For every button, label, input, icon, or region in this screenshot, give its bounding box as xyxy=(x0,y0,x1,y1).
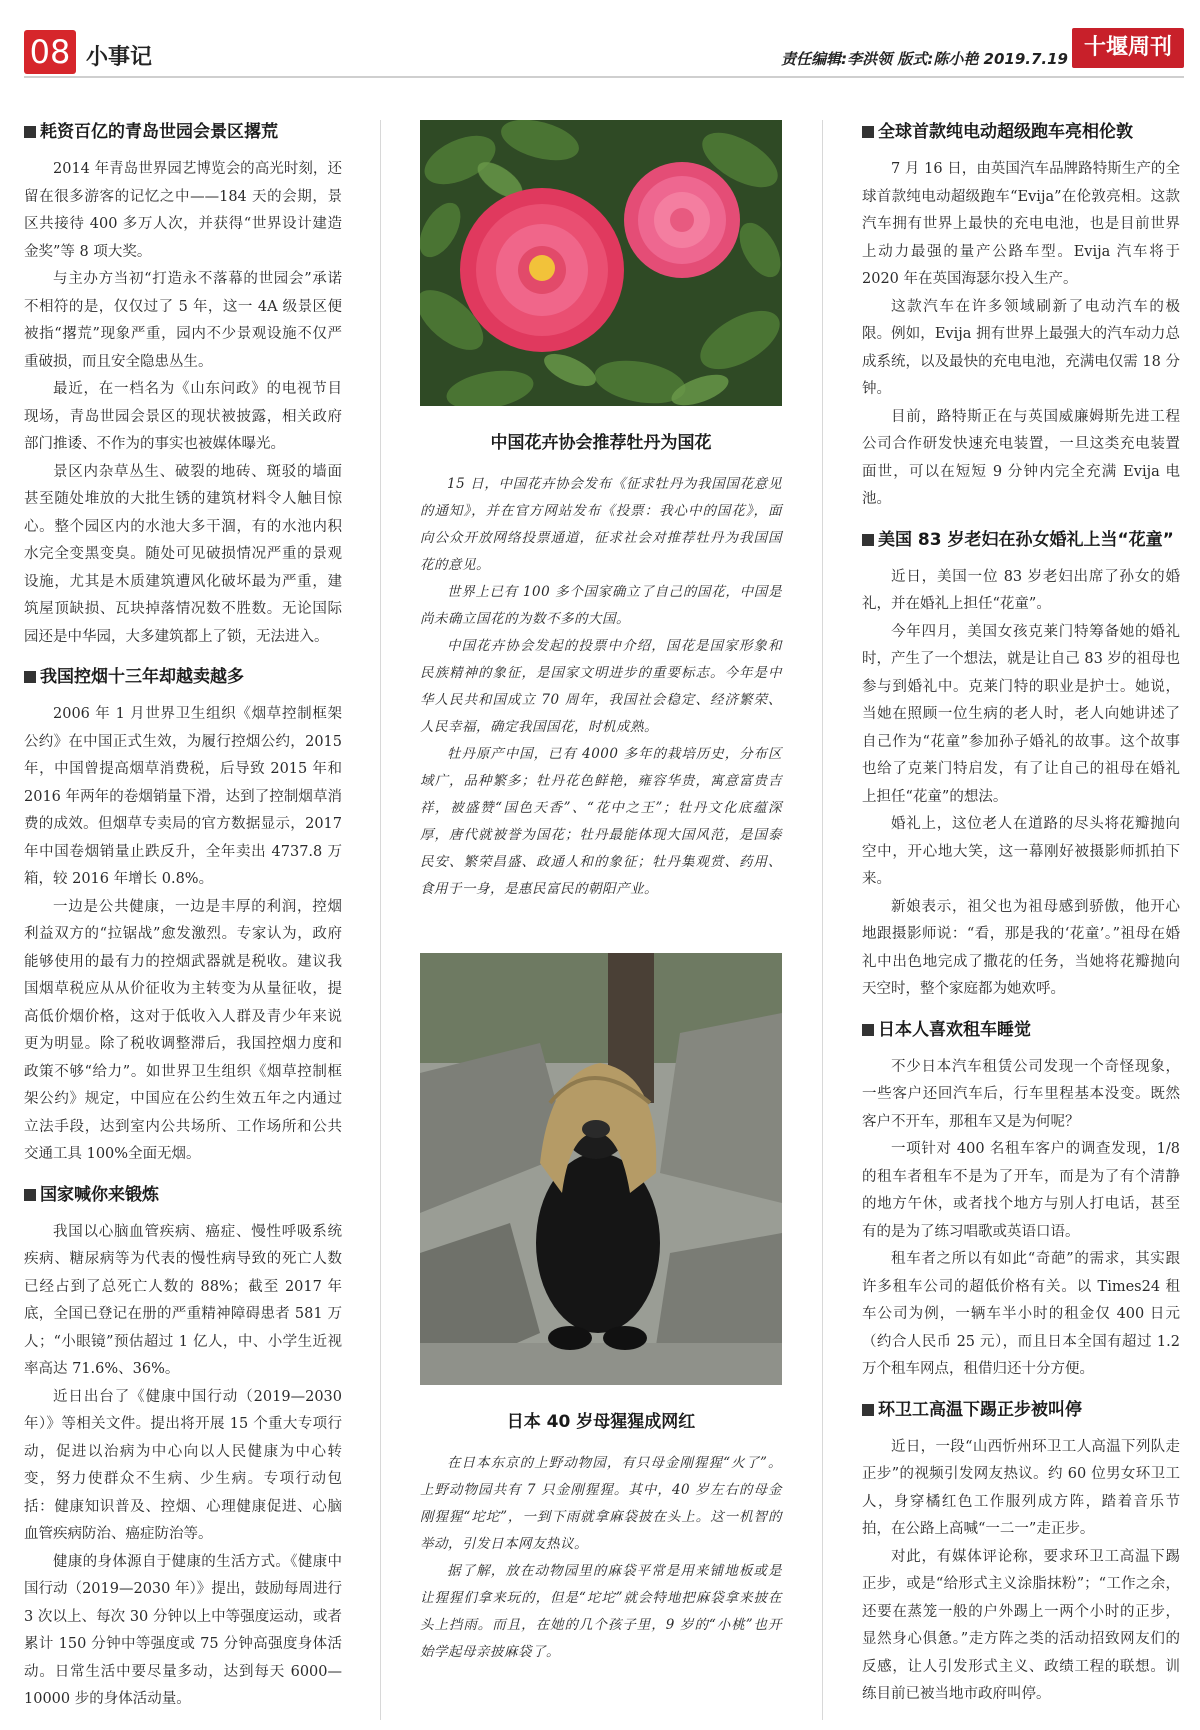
article-paragraph: 对此，有媒体评论称，要求环卫工高温下踢正步，或是“给形式主义涂脂抹粉”；“工作之余，还要在蒸笼一般的户外踢上一两个小时的正步，显然身心俱惫。”走方阵之类的活动招致网友们的反感，让人引发形式主义、政绩工程的联想。训练目前已被当地市政府叫停。 xyxy=(862,1548,1180,1702)
article-sanitation-workers xyxy=(862,1398,1180,1709)
article-exercise xyxy=(24,1183,342,1714)
article-title: 日本人喜欢租车睡觉 xyxy=(862,1018,1180,1042)
article-tobacco-control xyxy=(24,665,342,1169)
article-car-rental xyxy=(862,1018,1180,1384)
article-title: 美国 83 岁老妇在孙女婚礼上当“花童” xyxy=(862,528,1180,552)
article-paragraph: 世界上已有 100 多个国家确立了自己的国花，中国是尚未确立国花的为数不多的大国。 xyxy=(420,584,782,627)
article-paragraph: 健康的身体源自于健康的生活方式。《健康中国行动（2019—2030 年）》提出，鼓励每周进行 3 次以上、每次 30 分钟以上中等强度运动，或者累计 150 分钟中等强度或 75 分钟高强度身体活动。日常生活中要尽量多动，达到每天 6000—10000 步的身体活动量。 xyxy=(24,1553,342,1707)
page-header xyxy=(0,0,1200,82)
article-paragraph: 最近，在一档名为《山东问政》的电视节目现场，青岛世园会景区的现状被披露，相关政府部门推诿、不作为的事实也被媒体曝光。 xyxy=(24,381,342,452)
article-title: 我国控烟十三年却越卖越多 xyxy=(24,665,342,689)
article-paragraph: 2014 年青岛世界园艺博览会的高光时刻，还留在很多游客的记忆之中——184 天的会期，景区共接待 400 多万人次，并获得“世界设计建造金奖”等 8 项大奖。 xyxy=(24,161,342,260)
article-paragraph: 目前，路特斯正在与英国威廉姆斯先进工程公司合作研发快速充电装置，一旦这类充电装置面世，可以在短短 9 分钟内完全充满 Evija 电池。 xyxy=(862,408,1180,507)
article-title: 国家喊你来锻炼 xyxy=(24,1183,342,1207)
article-paragraph: 景区内杂草丛生、破裂的地砖、斑驳的墙面甚至随处堆放的大批生锈的建筑材料令人触目惊心。整个园区内的水池大多干涸，有的水池内积水完全变黑变臭。随处可见破损情况严重的景观设施，尤其是木质建筑遭风化破坏最为严重，建筑屋顶缺损、瓦块掉落情况数不胜数。无论国际园还是中华园，大多建筑都上了锁，无法进入。 xyxy=(24,463,342,645)
masthead-logo: 十堰周刊 xyxy=(1072,28,1184,68)
article-title: 环卫工高温下踢正步被叫停 xyxy=(862,1398,1180,1422)
article-paragraph: 我国以心脑血管疾病、癌症、慢性呼吸系统疾病、糖尿病等为代表的慢性病导致的死亡人数已经占到了总死亡人数的 88%；截至 2017 年底，全国已登记在册的严重精神障碍患者 581 万人；“小眼镜”预估超过 1 亿人，中、小学生近视率高达 71.6%、36%。 xyxy=(24,1223,342,1377)
article-title: 日本 40 岁母猩猩成网红 xyxy=(506,1412,696,1432)
article-title: 中国花卉协会推荐牡丹为国花 xyxy=(490,433,712,453)
article-gorilla xyxy=(420,1407,782,1666)
header-divider xyxy=(24,76,1184,78)
article-paragraph: 今年四月，美国女孩克莱门特筹备她的婚礼时，产生了一个想法，就是让自己 83 岁的祖母也参与到婚礼中。克莱门特的职业是护士。她说，当她在照顾一位生病的老人时，老人向她讲述了自己作为“花童”参加孙子婚礼的故事。这个故事也给了克莱门特启发，有了让自己的祖母在婚礼上担任“花童”的想法。 xyxy=(862,623,1180,805)
column-divider xyxy=(822,120,823,1720)
gorilla-illustration xyxy=(420,953,782,1385)
article-paragraph: 不少日本汽车租赁公司发现一个奇怪现象，一些客户还回汽车后，行车里程基本没变。既然客户不开车，那租车又是为何呢？ xyxy=(862,1058,1180,1130)
article-paragraph: 在日本东京的上野动物园，有只母金刚猩猩“火了”。上野动物园共有 7 只金刚猩猩。其中，40 岁左右的母金刚猩猩“坨坨”，一到下雨就拿麻袋披在头上。这一机智的举动，引发日本网友热议。 xyxy=(420,1455,782,1552)
article-national-flower xyxy=(420,428,782,903)
peony-photo xyxy=(420,120,782,406)
gorilla-photo xyxy=(420,953,782,1385)
article-paragraph: 这款汽车在许多领域刷新了电动汽车的极限。例如，Evija 拥有世界上最强大的汽车动力总成系统，以及最快的充电电池，充满电仅需 18 分钟。 xyxy=(862,298,1180,397)
article-paragraph: 近日出台了《健康中国行动（2019—2030 年）》等相关文件。提出将开展 15 个重大专项行动，促进以治病为中心向以人民健康为中心转变，努力使群众不生病、少生病。专项行动包括：健康知识普及、控烟、心理健康促进、心脑血管疾病防治、癌症防治等。 xyxy=(24,1388,342,1542)
article-paragraph: 中国花卉协会发起的投票中介绍，国花是国家形象和民族精神的象征，是国家文明进步的重要标志。今年是中华人民共和国成立 70 周年，我国社会稳定、经济繁荣、人民幸福，确定我国国花，时机成熟。 xyxy=(420,638,782,735)
article-paragraph: 一边是公共健康，一边是丰厚的利润，控烟利益双方的“拉锯战”愈发激烈。专家认为，政府能够使用的最有力的控烟武器就是税收。建议我国烟草税应从从价征收为主转变为从量征收，提高低价烟价格，这对于低收入人群及青少年来说更为明显。除了税收调整滞后，我国控烟力度和政策不够“给力”。如世界卫生组织《烟草控制框架公约》规定，中国应在公约生效五年之内通过立法手段，达到室内公共场所、工作场所和公共交通工具 100%全面无烟。 xyxy=(24,898,342,1162)
article-qingdao-expo xyxy=(24,120,342,651)
article-paragraph: 近日，美国一位 83 岁老妇出席了孙女的婚礼，并在婚礼上担任“花童”。 xyxy=(862,568,1180,612)
article-paragraph: 近日，一段“山西忻州环卫工人高温下列队走正步”的视频引发网友热议。约 60 位男女环卫工人，身穿橘红色工作服列成方阵，踏着音乐节拍，在公路上高喊“一二一”走正步。 xyxy=(862,1438,1180,1537)
right-column xyxy=(862,120,1180,1723)
left-column xyxy=(24,120,342,1728)
article-title: 耗资百亿的青岛世园会景区撂荒 xyxy=(24,120,342,144)
article-title: 全球首款纯电动超级跑车亮相伦敦 xyxy=(862,120,1180,144)
article-paragraph: 租车者之所以有如此“奇葩”的需求，其实跟许多租车公司的超低价格有关。以 Times24 租车公司为例，一辆车半小时的租金仅 400 日元（约合人民币 25 元），而且日本全国有超过 1.2 万个租车网点，租借归还十分方便。 xyxy=(862,1251,1180,1377)
section-name: 小事记 xyxy=(86,45,153,70)
article-paragraph: 牡丹原产中国，已有 4000 多年的栽培历史，分布区域广，品种繁多；牡丹花色鲜艳，雍容华贵，寓意富贵吉祥，被盛赞“国色天香”、“花中之王”；牡丹文化底蕴深厚，唐代就被誉为国花；牡丹最能体现大国风范，是国泰民安、繁荣昌盛、政通人和的象征；牡丹集观赏、药用、食用于一身，是惠民富民的朝阳产业。 xyxy=(420,746,782,897)
article-paragraph: 据了解，放在动物园里的麻袋平常是用来铺地板或是让猩猩们拿来玩的，但是“坨坨”就会特地把麻袋拿来披在头上挡雨。而且，在她的几个孩子里，9 岁的“小桃”也开始学起母亲披麻袋了。 xyxy=(420,1563,782,1660)
column-divider xyxy=(380,120,381,1720)
article-paragraph: 一项针对 400 名租车客户的调查发现，1/8 的租车者租车不是为了开车，而是为了有个清静的地方午休，或者找个地方与别人打电话，甚至有的是为了练习唱歌或英语口语。 xyxy=(862,1141,1180,1240)
article-electric-supercar xyxy=(862,120,1180,514)
middle-column xyxy=(420,120,782,1666)
editor-info: 责任编辑:李洪领 版式:陈小艳 2019.7.19 xyxy=(781,50,1068,68)
article-paragraph: 与主办方当初“打造永不落幕的世园会”承诺不相符的是，仅仅过了 5 年，这一 4A 级景区便被指“撂荒”现象严重，园内不少景观设施不仅严重破损，而且安全隐患丛生。 xyxy=(24,271,342,370)
article-paragraph: 7 月 16 日，由英国汽车品牌路特斯生产的全球首款纯电动超级跑车“Evija”在伦敦亮相。这款汽车拥有世界上最快的充电电池，也是目前世界上动力最强的量产公路车型。Evija 汽车将于 2020 年在英国海瑟尔投入生产。 xyxy=(862,161,1180,287)
article-flower-girl xyxy=(862,528,1180,1004)
article-paragraph: 新娘表示，祖父也为祖母感到骄傲，他开心地跟摄影师说：“看，那是我的‘花童’。”祖母在婚礼中出色地完成了撒花的任务，当她将花瓣抛向天空时，整个家庭都为她欢呼。 xyxy=(862,898,1180,997)
article-paragraph: 15 日，中国花卉协会发布《征求牡丹为我国国花意见的通知》，并在官方网站发布《投票：我心中的国花》，面向公众开放网络投票通道，征求社会对推荐牡丹为我国国花的意见。 xyxy=(420,476,782,573)
article-paragraph: 婚礼上，这位老人在道路的尽头将花瓣抛向空中，开心地大笑，这一幕刚好被摄影师抓拍下来。 xyxy=(862,816,1180,887)
page-number: 08 xyxy=(24,30,76,74)
article-paragraph: 2006 年 1 月世界卫生组织《烟草控制框架公约》在中国正式生效，为履行控烟公约，2015 年，中国曾提高烟草消费税，后导致 2015 年和 2016 年两年的卷烟销量下滑，达到了控制烟草消费的成效。但烟草专卖局的官方数据显示，2017 年中国卷烟销量止跌反升，全年卖出 4737.8 万箱，较 2016 年增长 0.8%。 xyxy=(24,706,342,887)
peony-illustration xyxy=(420,120,782,406)
